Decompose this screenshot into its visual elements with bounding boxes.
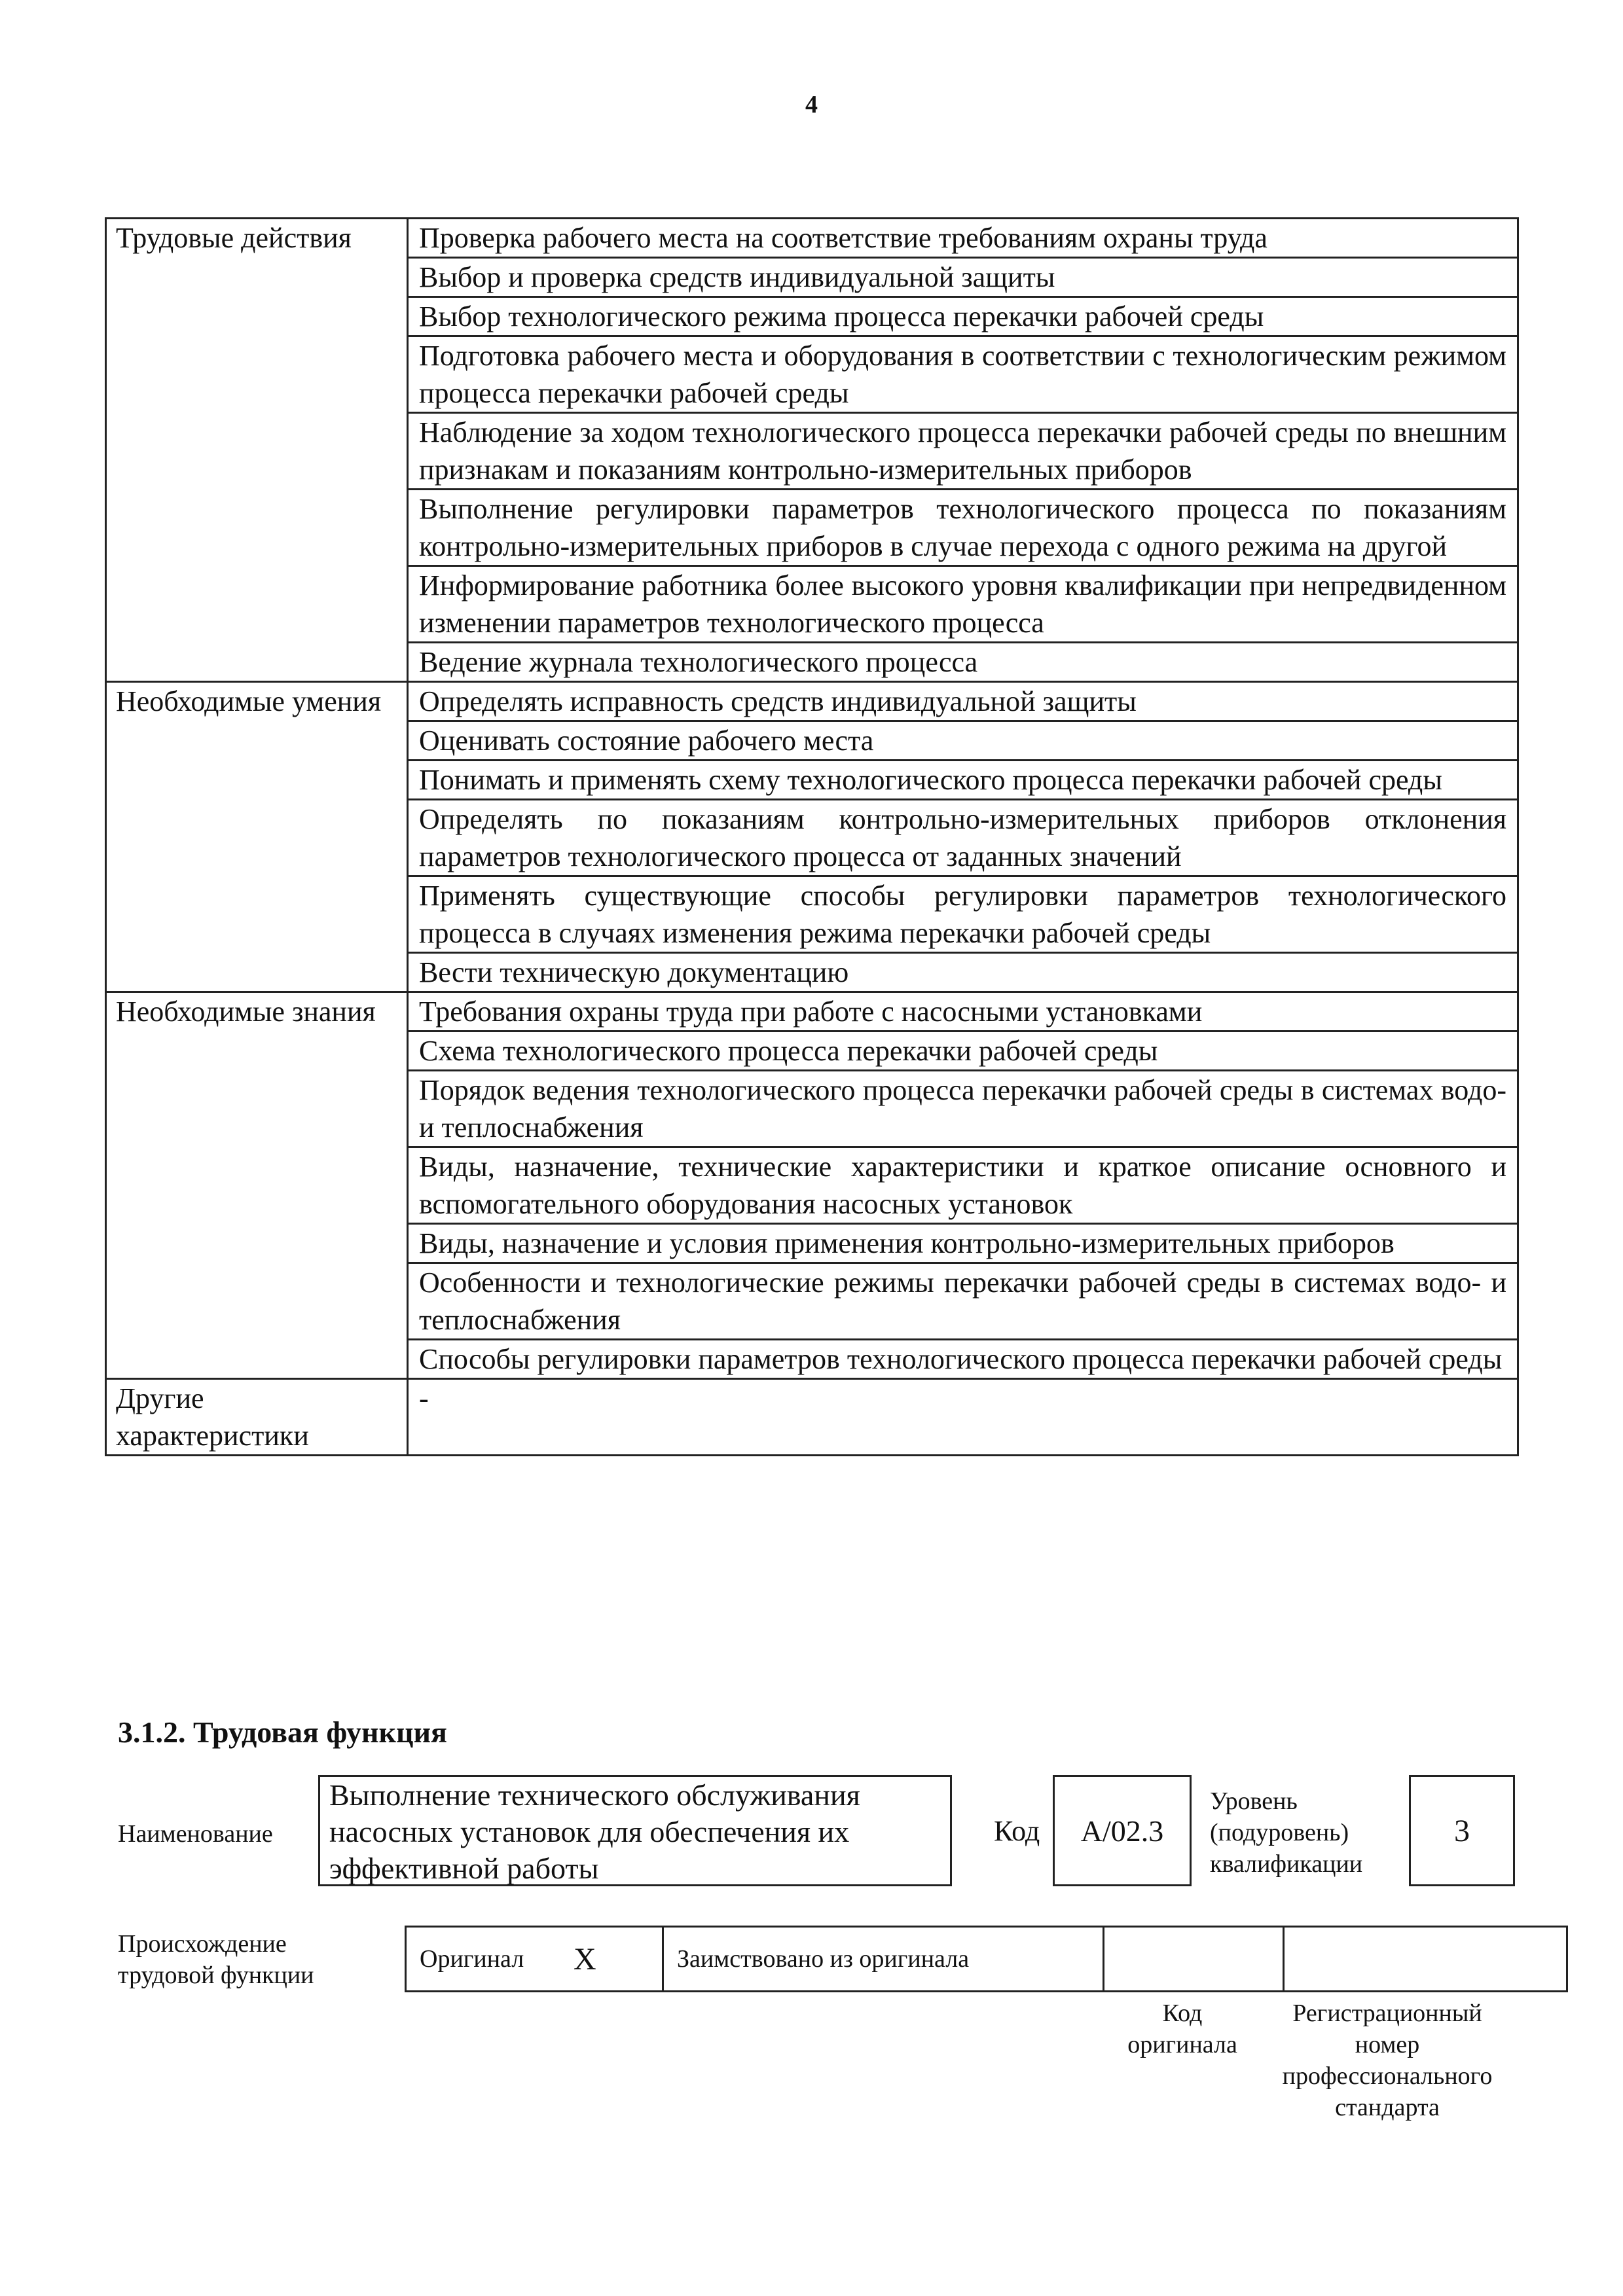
list-item: Подготовка рабочего места и оборудования в соответствии с технологическим режимом процесса перекачки рабочей среды	[408, 336, 1518, 413]
origin-mark-cell: X	[574, 1927, 663, 1992]
category-cell: Необходимые знания	[106, 992, 408, 1379]
list-item: Применять существующие способы регулировки параметров технологического процесса в случаях изменения режима перекачки рабочей среды	[408, 876, 1518, 953]
list-item: Виды, назначение и условия применения контрольно-измерительных приборов	[408, 1224, 1518, 1263]
table-row	[106, 992, 1518, 1031]
qualification-level-box: 3	[1409, 1775, 1515, 1886]
section-title: 3.1.2. Трудовая функция	[118, 1715, 447, 1749]
origin-reg-number-cell	[1284, 1927, 1567, 1992]
name-label: Наименование	[118, 1820, 273, 1848]
list-item: Проверка рабочего места на соответствие требованиям охраны труда	[408, 219, 1518, 258]
origin-code-caption: Код оригинала	[1127, 2000, 1237, 2058]
list-item: -	[408, 1379, 1518, 1456]
list-item: Наблюдение за ходом технологического процесса перекачки рабочей среды по внешним признакам и показаниям контрольно-измерительных приборов	[408, 413, 1518, 490]
category-cell: Трудовые действия	[106, 219, 408, 682]
list-item: Схема технологического процесса перекачки рабочей среды	[408, 1031, 1518, 1071]
table-row	[106, 1379, 1518, 1456]
list-item: Оценивать состояние рабочего места	[408, 721, 1518, 761]
origin-code-cell	[1104, 1927, 1284, 1992]
table-row	[106, 219, 1518, 258]
list-item: Определять исправность средств индивидуальной защиты	[408, 682, 1518, 721]
labor-function-table	[105, 217, 1519, 1456]
list-item: Выбор технологического режима процесса перекачки рабочей среды	[408, 297, 1518, 336]
page-number: 4	[805, 91, 818, 118]
code-label: Код	[994, 1815, 1040, 1847]
origin-borrowed-cell: Заимствовано из оригинала	[663, 1927, 1104, 1992]
table-row	[406, 1927, 1567, 1992]
list-item: Особенности и технологические режимы перекачки рабочей среды в системах водо- и теплоснабжения	[408, 1263, 1518, 1340]
origin-reg-caption: Регистрационный номер профессионального стандарта	[1282, 2000, 1493, 2121]
list-item: Ведение журнала технологического процесса	[408, 643, 1518, 682]
origin-original-cell: Оригинал	[406, 1927, 574, 1992]
list-item: Определять по показаниям контрольно-измерительных приборов отклонения параметров технологического процесса от заданных значений	[408, 800, 1518, 876]
category-cell: Необходимые умения	[106, 682, 408, 992]
list-item: Способы регулировки параметров технологического процесса перекачки рабочей среды	[408, 1340, 1518, 1379]
function-code-box: А/02.3	[1053, 1775, 1192, 1886]
list-item: Выполнение регулировки параметров технологического процесса по показаниям контрольно-измерительных приборов в случае перехода с одного режима на другой	[408, 490, 1518, 566]
list-item: Требования охраны труда при работе с насосными установками	[408, 992, 1518, 1031]
list-item: Вести техническую документацию	[408, 953, 1518, 992]
list-item: Информирование работника более высокого уровня квалификации при непредвиденном изменении параметров технологического процесса	[408, 566, 1518, 643]
category-cell: Другие характеристики	[106, 1379, 408, 1456]
table-row	[106, 682, 1518, 721]
qualification-level-label: Уровень (подуровень) квалификации	[1210, 1787, 1363, 1878]
list-item: Порядок ведения технологического процесса перекачки рабочей среды в системах водо- и теплоснабжения	[408, 1071, 1518, 1147]
origin-table	[405, 1926, 1568, 1992]
list-item: Понимать и применять схему технологического процесса перекачки рабочей среды	[408, 761, 1518, 800]
function-name-box: Выполнение технического обслуживания насосных установок для обеспечения их эффективной работы	[318, 1775, 952, 1886]
origin-label: Происхождение трудовой функции	[118, 1930, 314, 1989]
list-item: Виды, назначение, технические характеристики и краткое описание основного и вспомогательного оборудования насосных установок	[408, 1147, 1518, 1224]
list-item: Выбор и проверка средств индивидуальной защиты	[408, 258, 1518, 297]
